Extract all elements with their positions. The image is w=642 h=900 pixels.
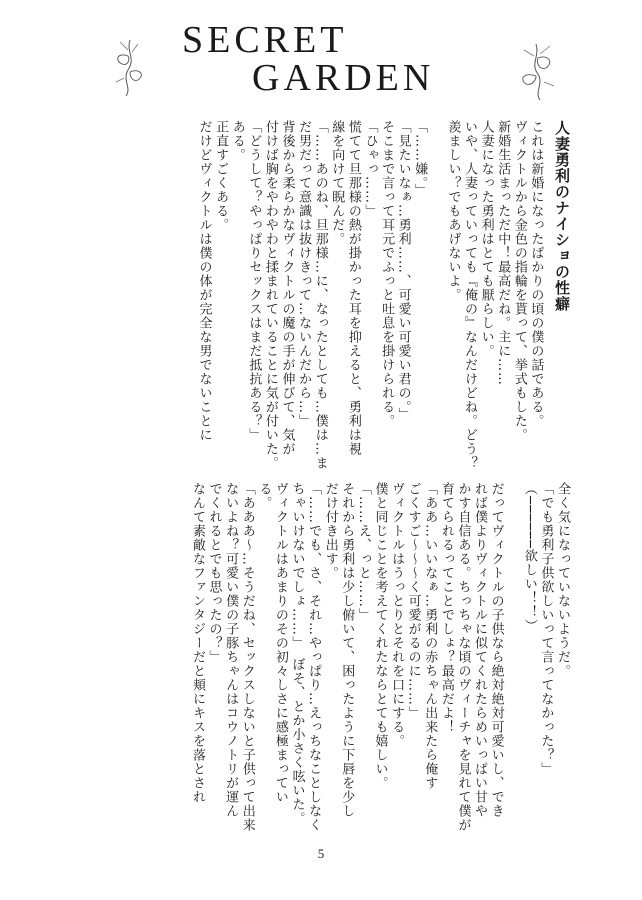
text-line: それから勇利は少し俯いて、困ったように下唇を少し	[339, 482, 355, 818]
text-line-spacer	[504, 482, 521, 827]
text-line: ないよね？可愛い僕の子豚ちゃんはコウノトリが運ん	[223, 482, 239, 818]
text-line: 「……え、っと……」	[355, 482, 371, 622]
text-block-lower	[188, 482, 570, 832]
text-line: 慌てて旦那様の熱が掛かった耳を抑えると、勇利は視	[345, 120, 361, 456]
rose-sprig-left-icon	[108, 36, 152, 98]
text-line: 全く気になっていないようだ。	[555, 482, 570, 678]
text-line: ヴィクトルから金色の指輪を貰って、挙式もした。	[511, 120, 527, 442]
rose-sprig-right-icon	[510, 40, 562, 102]
text-line: 背後から柔らかなヴィクトルの魔の手が伸びて、気が	[279, 120, 295, 456]
text-line: 「……嫌。」	[412, 120, 428, 198]
text-line: 線を向けて睨んだ。	[329, 120, 345, 246]
text-line: だけ付き出す。	[322, 482, 338, 580]
text-line: 「でも勇利子供欲しいって言ってなかった？」	[538, 482, 554, 776]
text-line: （──────欲しい！！）	[521, 482, 537, 633]
text-line: 付けば胸をやわやわと揉まれていることに気が付いた。	[262, 120, 278, 470]
text-line: 「あああ〜…そうだね、セックスしないと子供って出来	[239, 482, 255, 832]
title-line-secret: SECRET	[182, 19, 348, 61]
text-line: 「ああ…いいなぁ…勇利の赤ちゃん出来たら俺す	[422, 482, 438, 790]
text-line: ヴィクトルはうっとりとそれを口にする。	[389, 482, 405, 748]
text-line: 「……あのね、旦那様…に、なったとしても…僕は…ま	[312, 120, 328, 470]
text-line: る。	[256, 482, 272, 510]
text-line: 羨ましい？でもあげないよ。	[445, 120, 461, 302]
text-line: 「……でも、さ、それ…やっぱり…えっちなことしなく	[306, 482, 322, 832]
text-block-upper	[195, 120, 571, 470]
text-line: なんて素敵なファンタジーだと頬にキスを落とされ	[189, 482, 205, 804]
text-line: 人妻になった勇利はとても厭らしい。	[478, 120, 494, 358]
text-line-spacer	[427, 120, 444, 465]
text-line: ごくすご〜〜〜く可愛がるのに……」	[405, 482, 421, 720]
text-line: ちゃいけないでしょ……」 ぼそ、とか小さく呟いた。	[289, 482, 305, 826]
section-title: 人妻勇利のナイショの性癖	[553, 120, 571, 312]
text-line: ヴィクトルはあまりのその初々しさに感極まってい	[272, 482, 288, 804]
text-line: 正直すごくある。	[213, 120, 229, 232]
text-line: 新婚生活まっただ中！最高だね。主に……	[495, 120, 511, 386]
text-line: 育てられるってことでしょ？最高だよ！	[438, 482, 454, 734]
text-line: 「見たいなぁ…勇利……、可愛い可愛い君の。」	[395, 120, 411, 422]
text-line: 「どうして？やっぱりセックスはまだ抵抗ある？」	[246, 120, 262, 442]
text-line: 「ひゃっ……」	[362, 120, 378, 218]
text-line: そこまで言って耳元でふっと吐息を掛けられる。	[379, 120, 395, 428]
text-line: いや、人妻っていっても『俺の』なんだけどね。どう？	[462, 120, 478, 470]
text-line: だ男だって意識は抜けきって…ないんだから…」	[296, 120, 312, 428]
text-line: だけどヴィクトルは僕の体が完全な男でないことに	[196, 120, 212, 442]
page-number: 5	[317, 846, 325, 861]
book-title	[182, 18, 462, 98]
title-line-garden: GARDEN	[252, 57, 435, 99]
text-line: だってヴィクトルの子供なら絶対絶対可愛いし、でき	[488, 482, 504, 818]
text-line: ある。	[229, 120, 245, 162]
text-line: でくれるとでも思ったの？」	[206, 482, 222, 664]
text-line: れば僕よりヴィクトルに似てくれたらめいっぱい甘や	[472, 482, 488, 818]
text-line: これは新婚になったばかりの頃の僕の話である。	[528, 120, 544, 428]
text-line: かす自信ある。ちっちゃな頃のヴィーチャを見れて僕が	[455, 482, 471, 832]
text-line: 僕と同じことを考えてくれたならとても嬉しい。	[372, 482, 388, 790]
